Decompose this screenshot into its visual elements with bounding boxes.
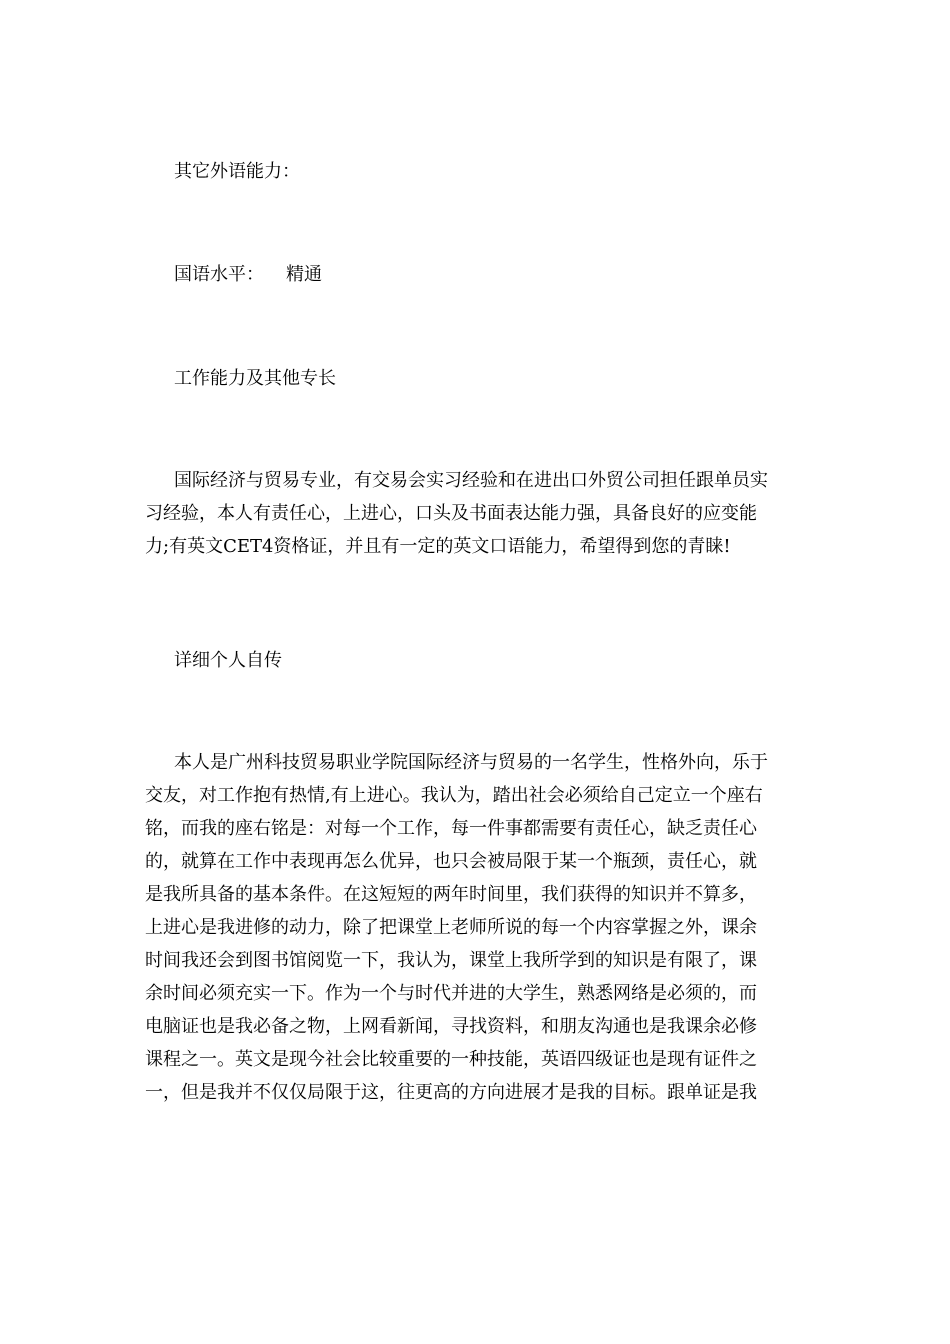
autobiography-heading: 详细个人自传 bbox=[174, 650, 282, 671]
paragraph-line: 课程之一。英文是现今社会比较重要的一种技能，英语四级证也是现有证件之 bbox=[145, 1049, 757, 1070]
paragraph-line: 一，但是我并不仅仅局限于这，往更高的方向进展才是我的目标。跟单证是我 bbox=[145, 1082, 757, 1103]
mandarin-label: 国语水平： bbox=[174, 264, 264, 285]
paragraph-line: 本人是广州科技贸易职业学院国际经济与贸易的一名学生，性格外向，乐于 bbox=[174, 752, 768, 773]
other-language-label: 其它外语能力： bbox=[174, 161, 300, 182]
autobiography-paragraph bbox=[145, 746, 810, 1109]
paragraph-line: 时间我还会到图书馆阅览一下，我认为，课堂上我所学到的知识是有限了，课 bbox=[145, 950, 757, 971]
mandarin-line bbox=[174, 258, 839, 291]
paragraph-line: 是我所具备的基本条件。在这短短的两年时间里，我们获得的知识并不算多， bbox=[145, 884, 757, 905]
paragraph-line: 的，就算在工作中表现再怎么优异，也只会被局限于某一个瓶颈，责任心，就 bbox=[145, 851, 757, 872]
mandarin-value: 精通 bbox=[286, 264, 322, 285]
paragraph-line: 交友，对工作抱有热情,有上进心。我认为，踏出社会必须给自己定立一个座右 bbox=[145, 785, 763, 806]
paragraph-line: 铭，而我的座右铭是：对每一个工作，每一件事都需要有责任心，缺乏责任心 bbox=[145, 818, 757, 839]
paragraph-line: 电脑证也是我必备之物，上网看新闻，寻找资料，和朋友沟通也是我课余必修 bbox=[145, 1016, 757, 1037]
paragraph-line: 力;有英文CET4资格证，并且有一定的英文口语能力，希望得到您的青睐! bbox=[145, 536, 731, 557]
paragraph-line: 上进心是我进修的动力，除了把课堂上老师所说的每一个内容掌握之外，课余 bbox=[145, 917, 757, 938]
paragraph-line: 习经验，本人有责任心，上进心，口头及书面表达能力强，具备良好的应变能 bbox=[145, 503, 757, 524]
paragraph-line: 国际经济与贸易专业，有交易会实习经验和在进出口外贸公司担任跟单员实 bbox=[174, 470, 768, 491]
paragraph-line: 余时间必须充实一下。作为一个与时代并进的大学生，熟悉网络是必须的，而 bbox=[145, 983, 757, 1004]
other-language-line bbox=[174, 155, 839, 188]
work-ability-paragraph bbox=[145, 464, 810, 563]
work-ability-heading: 工作能力及其他专长 bbox=[174, 368, 336, 389]
